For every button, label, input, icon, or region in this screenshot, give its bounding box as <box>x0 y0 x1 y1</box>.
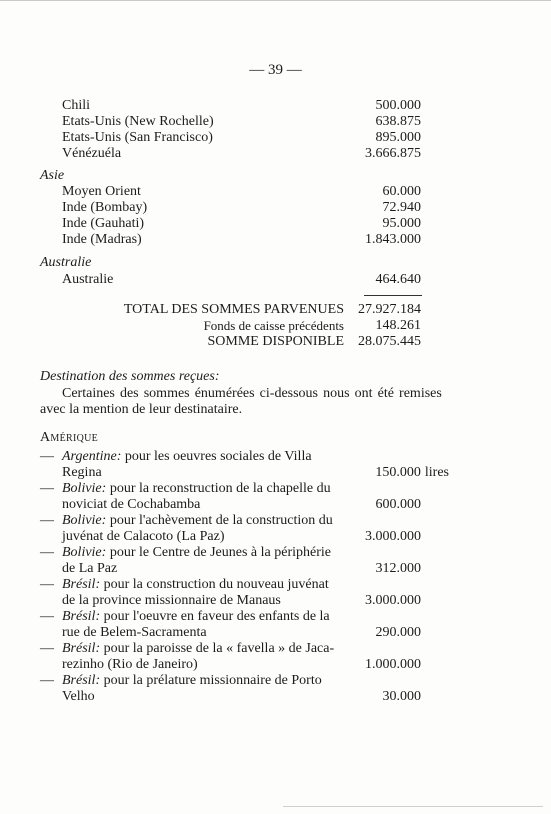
entry-line-2: juvénat de Calacoto (La Paz) <box>62 529 225 544</box>
entry-purpose: pour la prélature missionnaire de Porto <box>103 673 322 688</box>
entry-line-1 <box>62 577 329 593</box>
entry-amount-value: 3.000.000 <box>365 593 421 608</box>
section-heading-asie: Asie <box>40 168 65 183</box>
entry-amount <box>383 689 422 705</box>
country-amount: 1.843.000 <box>365 232 421 247</box>
section-heading-amerique: Amérique <box>40 430 99 445</box>
entry-amount <box>376 561 422 577</box>
entry-dash: — <box>40 577 54 592</box>
destination-heading: Destination des sommes reçues: <box>40 369 220 384</box>
entry-country: Bolivie: <box>62 481 107 496</box>
entry-amount-unit: lires <box>424 465 449 480</box>
entry-line-2: Velho <box>62 689 95 704</box>
entry-line-2: rue de Belem-Sacramenta <box>62 625 207 640</box>
entry-amount-value: 600.000 <box>375 497 421 512</box>
entry-country: Bolivie: <box>62 513 107 528</box>
total-rule <box>364 295 422 296</box>
entry-amount <box>375 465 449 481</box>
fonds-label: Fonds de caisse précédents <box>203 318 344 333</box>
entry-country: Brésil: <box>62 577 101 592</box>
country-name: Inde (Gauhati) <box>62 216 145 231</box>
entry-line-2: de la province missionnaire de Manaus <box>62 593 281 608</box>
entry-purpose: pour l'oeuvre en faveur des enfants de la <box>103 609 330 624</box>
entry-line-1 <box>62 513 333 529</box>
entry-purpose: pour la paroisse de la « favella » de Jaca- <box>103 641 335 656</box>
entry-line-1 <box>62 673 322 689</box>
entry-dash: — <box>40 641 54 656</box>
entry-dash: — <box>40 449 54 464</box>
country-amount: 95.000 <box>382 216 421 231</box>
country-name: Chili <box>62 98 91 113</box>
entry-line-2: de La Paz <box>62 561 118 576</box>
section-heading-australie: Australie <box>40 255 92 270</box>
country-amount: 60.000 <box>382 184 421 199</box>
entry-country: Bolivie: <box>62 545 107 560</box>
entry-amount-value: 150.000 <box>375 465 421 480</box>
entry-line-1 <box>62 545 331 561</box>
country-amount: 638.875 <box>375 114 421 129</box>
entry-amount-value: 1.000.000 <box>365 657 421 672</box>
entry-country: Brésil: <box>62 673 101 688</box>
fonds-value: 148.261 <box>375 318 421 333</box>
entry-country: Brésil: <box>62 641 101 656</box>
entry-country: Brésil: <box>62 609 101 624</box>
country-amount: 500.000 <box>375 98 421 113</box>
entry-dash: — <box>40 673 54 688</box>
entry-amount-value: 290.000 <box>375 625 421 640</box>
entry-purpose: pour l'achèvement de la construction du <box>109 513 333 528</box>
total-value: 27.927.184 <box>358 302 421 317</box>
entry-amount <box>365 529 421 545</box>
country-name: Australie <box>62 272 114 287</box>
page-number: — 39 — <box>249 62 302 78</box>
entry-purpose: pour la reconstruction de la chapelle du <box>109 481 331 496</box>
country-name: Etats-Unis (San Francisco) <box>62 130 213 145</box>
entry-dash: — <box>40 481 54 496</box>
entry-amount <box>365 593 421 609</box>
entry-line-1 <box>62 481 331 497</box>
entry-amount <box>376 497 422 513</box>
dispo-value: 28.075.445 <box>358 334 421 349</box>
entry-amount <box>376 625 422 641</box>
entry-line-2: Regina <box>62 465 102 480</box>
entry-line-2: rezinho (Rio de Janeiro) <box>62 657 198 672</box>
country-name: Vénézuéla <box>62 146 122 161</box>
entry-purpose: pour les oeuvres sociales de Villa <box>124 449 312 464</box>
entry-dash: — <box>40 545 54 560</box>
entry-dash: — <box>40 609 54 624</box>
entry-line-1 <box>62 449 312 465</box>
country-name: Etats-Unis (New Rochelle) <box>62 114 214 129</box>
destination-paragraph-line-2: avec la mention de leur destinataire. <box>40 402 243 417</box>
country-amount: 3.666.875 <box>365 146 421 161</box>
entry-line-1 <box>62 609 330 625</box>
entry-line-1 <box>62 641 334 657</box>
entry-country: Argentine: <box>62 449 122 464</box>
scan-edge-line <box>0 0 551 1</box>
entry-amount-value: 312.000 <box>375 561 421 576</box>
country-name: Inde (Madras) <box>62 232 142 247</box>
entry-amount <box>365 657 421 673</box>
entry-amount-value: 3.000.000 <box>365 529 421 544</box>
dispo-label: SOMME DISPONIBLE <box>207 334 344 349</box>
destination-paragraph-line-1: Certaines des sommes énumérées ci-dessous nous ont été remises <box>62 386 442 401</box>
country-name: Moyen Orient <box>62 184 141 199</box>
country-amount: 72.940 <box>382 200 421 215</box>
country-amount: 895.000 <box>375 130 421 145</box>
entry-purpose: pour la construction du nouveau juvénat <box>103 577 329 592</box>
total-label: TOTAL DES SOMMES PARVENUES <box>123 302 344 317</box>
entry-amount-value: 30.000 <box>382 689 421 704</box>
scan-footer-line <box>283 806 543 807</box>
country-name: Inde (Bombay) <box>62 200 148 215</box>
entry-purpose: pour le Centre de Jeunes à la périphérie <box>109 545 331 560</box>
country-amount: 464.640 <box>375 272 421 287</box>
entry-line-2: noviciat de Cochabamba <box>62 497 201 512</box>
entry-dash: — <box>40 513 54 528</box>
